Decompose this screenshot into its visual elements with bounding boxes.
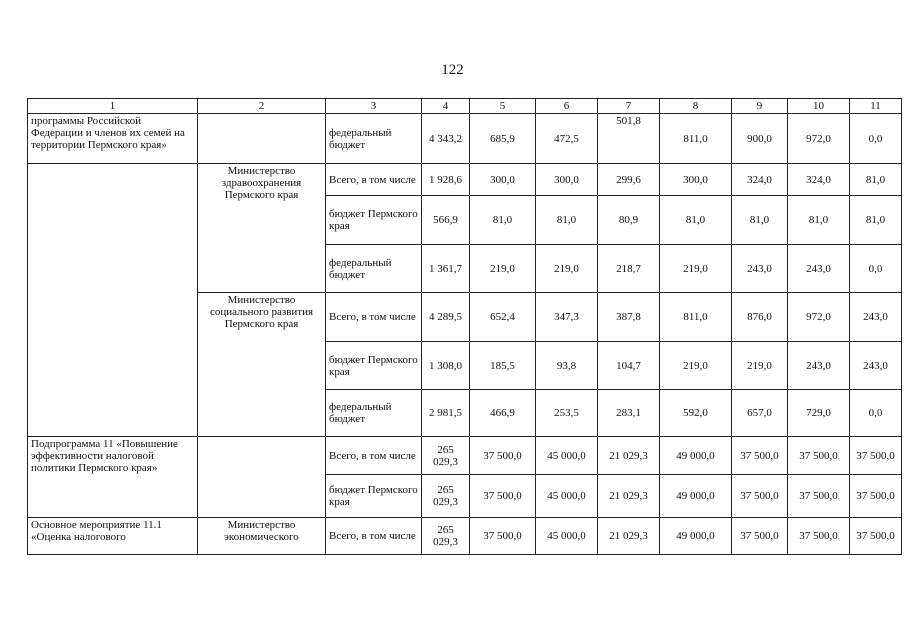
value-cell: 219,0 (660, 245, 732, 293)
funding-source-cell: федеральный бюджет (326, 390, 422, 437)
table-row (28, 164, 902, 196)
funding-source-cell: Всего, в том числе (326, 164, 422, 196)
column-header: 2 (198, 99, 326, 114)
value-cell: 657,0 (732, 390, 788, 437)
value-cell: 265 029,3 (422, 475, 470, 518)
value-cell: 243,0 (850, 342, 902, 390)
funding-source-cell: Всего, в том числе (326, 518, 422, 555)
header-row (28, 99, 902, 114)
value-cell: 81,0 (788, 196, 850, 245)
value-cell: 219,0 (536, 245, 598, 293)
value-cell: 811,0 (660, 293, 732, 342)
value-cell: 387,8 (598, 293, 660, 342)
value-cell: 104,7 (598, 342, 660, 390)
value-cell: 2 981,5 (422, 390, 470, 437)
value-cell: 37 500,0 (850, 475, 902, 518)
value-cell: 37 500,0 (850, 518, 902, 555)
value-cell: 265 029,3 (422, 518, 470, 555)
value-cell: 93,8 (536, 342, 598, 390)
value-cell: 81,0 (732, 196, 788, 245)
value-cell: 501,8 (598, 114, 660, 164)
column-header: 7 (598, 99, 660, 114)
funding-source-cell: бюджет Пермского края (326, 342, 422, 390)
column-header: 9 (732, 99, 788, 114)
value-cell: 21 029,3 (598, 437, 660, 475)
table-row (28, 114, 902, 164)
value-cell: 300,0 (470, 164, 536, 196)
value-cell: 185,5 (470, 342, 536, 390)
value-cell: 4 289,5 (422, 293, 470, 342)
value-cell: 37 500,0 (470, 475, 536, 518)
column-header: 4 (422, 99, 470, 114)
value-cell: 37 500,0 (470, 437, 536, 475)
executor-cell (198, 437, 326, 518)
value-cell: 243,0 (788, 342, 850, 390)
value-cell: 218,7 (598, 245, 660, 293)
value-cell: 37 500,0 (788, 475, 850, 518)
value-cell: 21 029,3 (598, 518, 660, 555)
value-cell: 299,6 (598, 164, 660, 196)
value-cell: 37 500,0 (732, 437, 788, 475)
value-cell: 592,0 (660, 390, 732, 437)
value-cell: 243,0 (850, 293, 902, 342)
value-cell: 37 500,0 (788, 437, 850, 475)
value-cell: 300,0 (660, 164, 732, 196)
value-cell: 243,0 (788, 245, 850, 293)
executor-cell (198, 114, 326, 164)
value-cell: 347,3 (536, 293, 598, 342)
value-cell: 45 000,0 (536, 437, 598, 475)
value-cell: 219,0 (732, 342, 788, 390)
value-cell: 811,0 (660, 114, 732, 164)
value-cell: 0,0 (850, 390, 902, 437)
value-cell: 45 000,0 (536, 475, 598, 518)
value-cell: 21 029,3 (598, 475, 660, 518)
value-cell: 283,1 (598, 390, 660, 437)
funding-source-cell: Всего, в том числе (326, 293, 422, 342)
executor-cell: Министерство социального развития Пермского края (198, 293, 326, 437)
column-header: 1 (28, 99, 198, 114)
value-cell: 1 361,7 (422, 245, 470, 293)
executor-cell: Министерство здравоохранения Пермского края (198, 164, 326, 293)
column-header: 11 (850, 99, 902, 114)
program-name-cell: программы Российской Федерации и членов их семей на территории Пермского края» (28, 114, 198, 164)
column-header: 6 (536, 99, 598, 114)
value-cell: 219,0 (660, 342, 732, 390)
value-cell: 37 500,0 (850, 437, 902, 475)
value-cell: 37 500,0 (788, 518, 850, 555)
value-cell: 729,0 (788, 390, 850, 437)
budget-table (27, 98, 902, 555)
funding-source-cell: Всего, в том числе (326, 437, 422, 475)
value-cell: 1 308,0 (422, 342, 470, 390)
column-header: 5 (470, 99, 536, 114)
value-cell: 300,0 (536, 164, 598, 196)
funding-source-cell: бюджет Пермского края (326, 196, 422, 245)
value-cell: 37 500,0 (732, 518, 788, 555)
value-cell: 0,0 (850, 245, 902, 293)
program-name-cell-continued (28, 164, 198, 437)
value-cell: 37 500,0 (470, 518, 536, 555)
column-header: 3 (326, 99, 422, 114)
value-cell: 900,0 (732, 114, 788, 164)
funding-source-cell: федеральный бюджет (326, 114, 422, 164)
value-cell: 219,0 (470, 245, 536, 293)
value-cell: 652,4 (470, 293, 536, 342)
value-cell: 45 000,0 (536, 518, 598, 555)
value-cell: 80,9 (598, 196, 660, 245)
column-header: 8 (660, 99, 732, 114)
value-cell: 253,5 (536, 390, 598, 437)
value-cell: 566,9 (422, 196, 470, 245)
value-cell: 49 000,0 (660, 518, 732, 555)
column-header: 10 (788, 99, 850, 114)
value-cell: 972,0 (788, 114, 850, 164)
funding-source-cell: бюджет Пермского края (326, 475, 422, 518)
value-cell: 81,0 (536, 196, 598, 245)
value-cell: 4 343,2 (422, 114, 470, 164)
value-cell: 324,0 (788, 164, 850, 196)
value-cell: 81,0 (850, 196, 902, 245)
table-row (28, 437, 902, 475)
value-cell: 265 029,3 (422, 437, 470, 475)
value-cell: 0,0 (850, 114, 902, 164)
page-number: 122 (441, 62, 464, 78)
program-name-cell: Подпрограмма 11 «Повышение эффективности налоговой политики Пермского края» (28, 437, 198, 518)
value-cell: 49 000,0 (660, 437, 732, 475)
value-cell: 1 928,6 (422, 164, 470, 196)
table-row (28, 518, 902, 555)
value-cell: 972,0 (788, 293, 850, 342)
value-cell: 243,0 (732, 245, 788, 293)
value-cell: 324,0 (732, 164, 788, 196)
value-cell: 81,0 (850, 164, 902, 196)
value-cell: 685,9 (470, 114, 536, 164)
value-cell: 876,0 (732, 293, 788, 342)
value-cell: 37 500,0 (732, 475, 788, 518)
value-cell: 81,0 (660, 196, 732, 245)
executor-cell: Министерство экономического (198, 518, 326, 555)
value-cell: 466,9 (470, 390, 536, 437)
value-cell: 49 000,0 (660, 475, 732, 518)
value-cell: 472,5 (536, 114, 598, 164)
funding-source-cell: федеральный бюджет (326, 245, 422, 293)
value-cell: 81,0 (470, 196, 536, 245)
program-name-cell: Основное мероприятие 11.1 «Оценка налогового (28, 518, 198, 555)
